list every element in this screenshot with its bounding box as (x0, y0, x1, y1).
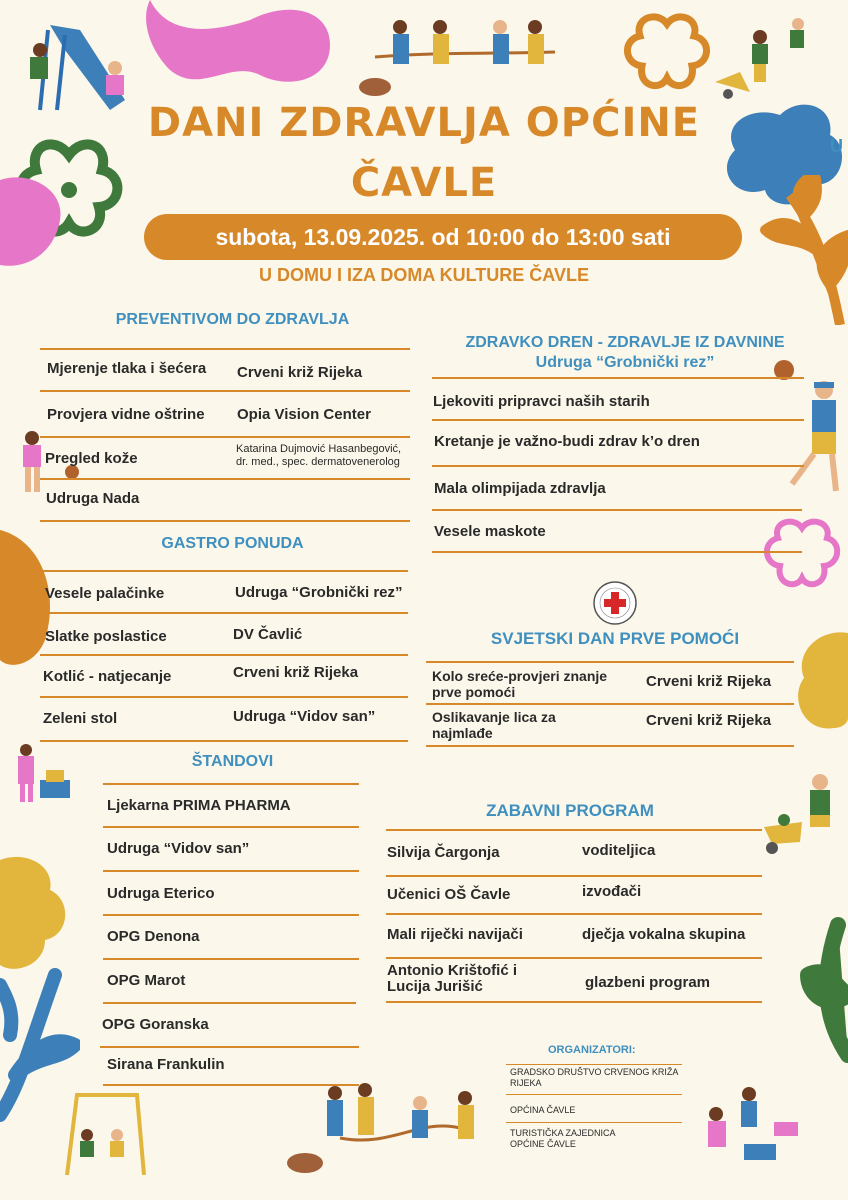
organizer-opcina (510, 1105, 575, 1116)
title-line-1: DANI ZDRAVLJA OPĆINE (147, 100, 701, 146)
row-activity-line-1: Kolo sreće-provjeri znanje (432, 668, 608, 684)
stand-name: Ljekarna PRIMA PHARMA (107, 797, 291, 814)
row-activity: Slatke poslastice (45, 628, 167, 645)
organizers-divider (506, 1094, 682, 1095)
row-role: izvođači (582, 883, 642, 900)
zdravko-subtitle: Udruga “Grobnički rez” (535, 354, 715, 371)
organizer-tz-line-1: TURISTIČKA ZAJEDNICA (510, 1128, 616, 1138)
swing-illustration (62, 1090, 147, 1175)
section-title-standovi: ŠTANDOVI (191, 753, 274, 770)
zdravko-item: Mala olimpijada zdravlja (434, 480, 606, 497)
row-activity-line-2: najmlađe (432, 725, 493, 741)
row-performer: Silvija Čargonja (387, 844, 500, 861)
list-item (103, 872, 359, 916)
row-provider: Udruga “Vidov san” (233, 708, 376, 725)
list-item (432, 467, 802, 511)
row-provider-line-2: dr. med., spec. dermatovenerolog (236, 456, 400, 468)
table-row (386, 959, 762, 1003)
kids-cart-illustration (694, 1084, 804, 1174)
organizer-red-cross-line-1: GRADSKO DRUŠTVO CRVENOG KRIŽA (510, 1067, 679, 1077)
stand-name: OPG Goranska (102, 1016, 209, 1033)
row-provider-line-1: Katarina Dujmović Hasanbegović, (236, 443, 402, 455)
orange-flower-top-right (622, 12, 712, 92)
table-row (40, 392, 410, 438)
section-title-preventivom: PREVENTIVOM DO ZDRAVLJA (115, 311, 350, 328)
table-row (40, 698, 408, 742)
list-item (103, 1048, 359, 1086)
list-item (103, 785, 359, 828)
stand-name: OPG Denona (107, 928, 200, 945)
row-activity: Zeleni stol (43, 710, 118, 727)
row-provider: Crveni križ Rijeka (646, 712, 772, 729)
row-role: voditeljica (582, 842, 656, 859)
row-activity: Vesele palačinke (45, 585, 165, 602)
title-line-2: ČAVLE (350, 160, 498, 206)
zdravko-item: Ljekoviti pripravci naših starih (433, 393, 650, 410)
yellow-flower-left (0, 855, 70, 975)
pink-flower-top (140, 0, 340, 110)
list-item (103, 916, 359, 960)
row-provider: Crveni križ Rijeka (237, 364, 363, 381)
list-item (100, 1004, 359, 1048)
edge-letter: U (830, 136, 843, 156)
organizers-divider (506, 1122, 682, 1123)
yellow-flower-right (794, 628, 848, 738)
row-performer-line-2: Lucija Jurišić (387, 978, 483, 995)
table-row (386, 831, 762, 877)
table-row (426, 663, 794, 705)
organizer-red-cross (510, 1067, 678, 1089)
section-title-prva-pomoc: SVJETSKI DAN PRVE POMOĆI (490, 629, 740, 648)
organizer-opcina-line-1: OPĆINA ČAVLE (510, 1105, 576, 1115)
row-role: glazbeni program (585, 974, 711, 991)
list-item (432, 511, 802, 553)
row-activity-line-1: Oslikavanje lica za (432, 709, 556, 725)
wheelbarrow-kids-illustration (710, 12, 820, 102)
table-row (40, 438, 410, 480)
section-title-zabavni: ZABAVNI PROGRAM (486, 801, 654, 820)
organizer-tz (510, 1128, 616, 1150)
row-activity: Provjera vidne oštrine (47, 406, 205, 423)
tug-of-war-illustration (355, 12, 565, 102)
row-activity: Udruga Nada (46, 490, 140, 507)
organizers-divider (506, 1064, 682, 1065)
table-row (386, 877, 762, 915)
row-activity: Pregled kože (45, 450, 138, 467)
row-provider: DV Čavlić (233, 626, 303, 643)
list-item (103, 960, 356, 1004)
red-cross-logo (592, 580, 638, 626)
row-provider: Opia Vision Center (237, 406, 371, 423)
stand-name: Udruga Eterico (107, 885, 215, 902)
stand-name: OPG Marot (107, 972, 186, 989)
zdravko-item: Kretanje je važno-budi zdrav k’o dren (434, 433, 700, 450)
section-title-gastro: GASTRO PONUDA (161, 535, 304, 552)
stand-name: Udruga “Vidov san” (107, 840, 250, 857)
table-row (386, 915, 762, 959)
venue-text: U DOMU I IZA DOMA KULTURE ČAVLE (259, 265, 589, 285)
row-performer: Mali riječki navijači (387, 926, 523, 943)
children-rope-illustration (280, 1078, 505, 1178)
organizers-title: ORGANIZATORI: (548, 1044, 636, 1056)
row-activity: Mjerenje tlaka i šećera (47, 360, 207, 377)
row-performer: Učenici OŠ Čavle (387, 886, 511, 903)
row-activity: Kotlić - natjecanje (43, 668, 172, 685)
table-row (40, 656, 408, 698)
table-row (40, 572, 408, 614)
list-item (103, 828, 359, 872)
table-row (426, 705, 794, 747)
table-row (40, 350, 410, 392)
row-role: dječja vokalna skupina (582, 926, 746, 943)
row-provider: Udruga “Grobnički rez” (235, 584, 403, 601)
list-item (432, 421, 804, 467)
girl-cart-illustration (8, 742, 78, 808)
organizer-red-cross-line-2: RIJEKA (510, 1078, 542, 1088)
stand-name: Sirana Frankulin (107, 1056, 225, 1073)
date-banner: subota, 13.09.2025. od 10:00 do 13:00 sati (144, 214, 742, 260)
section-title-zdravko: ZDRAVKO DREN - ZDRAVLJE IZ DAVNINE (465, 334, 785, 351)
row-provider: Crveni križ Rijeka (233, 664, 359, 681)
boy-wheelbarrow-illustration (762, 772, 842, 857)
row-provider: Crveni križ Rijeka (646, 673, 772, 690)
table-row (40, 480, 410, 522)
organizer-tz-line-2: OPĆINE ČAVLE (510, 1139, 576, 1149)
list-item (432, 379, 804, 421)
zdravko-item: Vesele maskote (434, 523, 546, 540)
row-activity-line-2: prve pomoći (432, 684, 516, 700)
row-performer-line-1: Antonio Krištofić i (387, 962, 517, 979)
table-row (40, 614, 408, 656)
green-leaf-right (788, 915, 848, 1065)
